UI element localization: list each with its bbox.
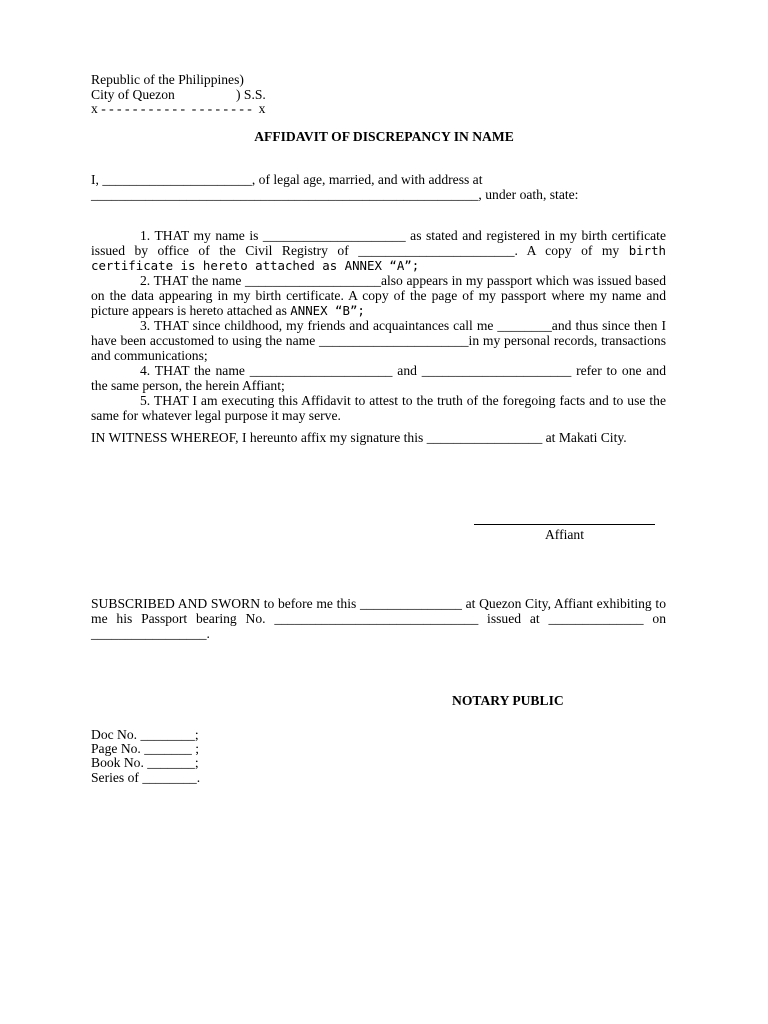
registry-series: Series of ________. <box>91 770 201 785</box>
header-republic: Republic of the Philippines) <box>91 72 244 87</box>
clauses-block <box>91 228 666 423</box>
intro-line-1: I, ______________________, of legal age, married, and with address at <box>91 172 483 187</box>
affiant-label: Affiant <box>544 527 584 542</box>
header-city: City of Quezon ) S.S. <box>91 87 266 102</box>
clause-2: 2. THAT the name ____________________also appears in my passport which was issued based on the data appearing in my birth certificate. A copy of the page of my passport where my name and picture appears is hereto attached as ANNEX “B”; <box>91 273 666 318</box>
clause-4: 4. THAT the name _____________________ and ______________________ refer to one and the same person, the herein Affiant; <box>91 363 666 393</box>
document-title: AFFIDAVIT OF DISCREPANCY IN NAME <box>254 129 514 144</box>
registry-page: Page No. _______ ; <box>91 741 199 756</box>
notary-public-label: NOTARY PUBLIC <box>452 693 564 708</box>
jurat-text: SUBSCRIBED AND SWORN to before me this _______________ at Quezon City, Affiant exhibiting to me his Passport bearing No. ______________________________ issued at ______________ on _________________. <box>91 596 666 641</box>
signature-line <box>474 513 655 525</box>
intro-line-2: _________________________________________________________, under oath, state: <box>91 187 579 202</box>
header-separator: x - - - - - - - - - - - - - - - - - - - x <box>91 101 266 116</box>
witness-paragraph <box>91 430 666 445</box>
registry-doc: Doc No. ________; <box>91 727 199 742</box>
witness-text: IN WITNESS WHEREOF, I hereunto affix my signature this _________________ at Makati City. <box>91 430 627 445</box>
clause-3: 3. THAT since childhood, my friends and acquaintances call me ________and thus since then I have been accustomed to using the name ______________________in my personal records, transactions and communications; <box>91 318 666 363</box>
clause-1: 1. THAT my name is _____________________ as stated and registered in my birth certificate issued by office of the Civil Registry of _______________________. A copy of my birth certificate is hereto attached as ANNEX “A”; <box>91 228 666 273</box>
clause-5: 5. THAT I am executing this Affidavit to attest to the truth of the foregoing facts and to use the same for whatever legal purpose it may serve. <box>91 393 666 423</box>
jurat-paragraph <box>91 596 666 641</box>
registry-book: Book No. _______; <box>91 755 199 770</box>
